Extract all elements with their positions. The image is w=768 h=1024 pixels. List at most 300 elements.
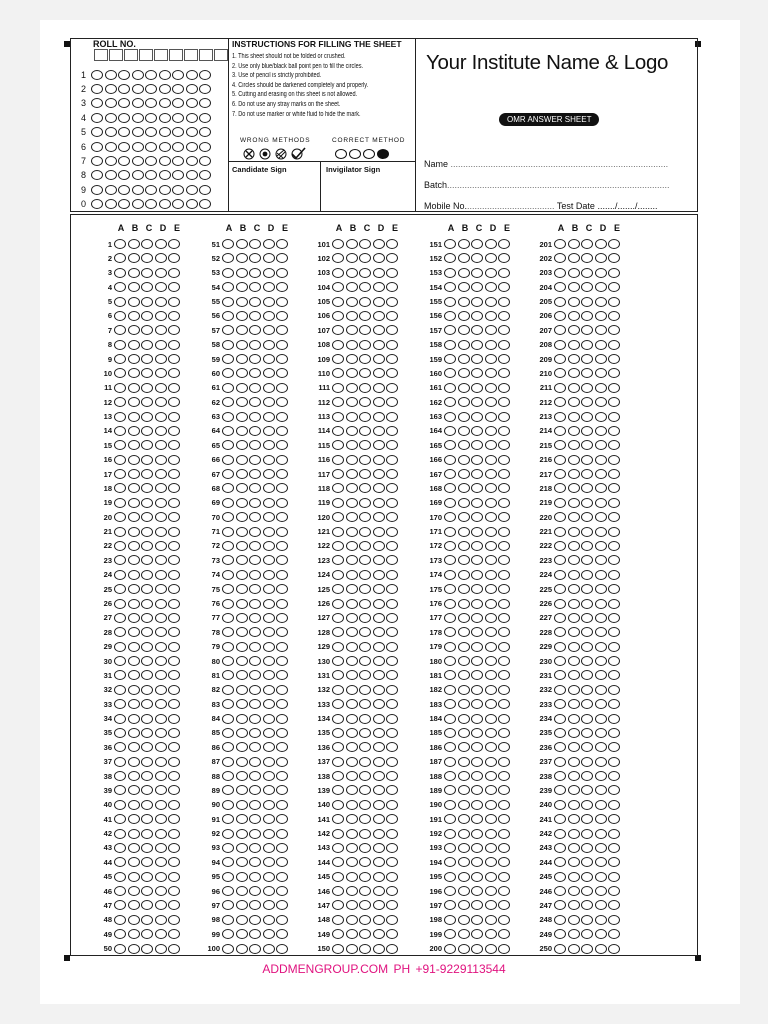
roll-bubble[interactable] bbox=[105, 156, 117, 166]
answer-bubble[interactable] bbox=[373, 584, 385, 594]
answer-bubble[interactable] bbox=[386, 642, 398, 652]
answer-bubble[interactable] bbox=[581, 555, 593, 565]
answer-bubble[interactable] bbox=[346, 498, 358, 508]
answer-bubble[interactable] bbox=[168, 944, 180, 954]
answer-bubble[interactable] bbox=[595, 541, 607, 551]
answer-bubble[interactable] bbox=[485, 311, 497, 321]
answer-bubble[interactable] bbox=[471, 268, 483, 278]
answer-bubble[interactable] bbox=[249, 498, 261, 508]
answer-bubble[interactable] bbox=[249, 857, 261, 867]
answer-bubble[interactable] bbox=[276, 311, 288, 321]
answer-bubble[interactable] bbox=[554, 670, 566, 680]
answer-bubble[interactable] bbox=[236, 843, 248, 853]
answer-bubble[interactable] bbox=[608, 642, 620, 652]
answer-bubble[interactable] bbox=[458, 627, 470, 637]
answer-bubble[interactable] bbox=[386, 297, 398, 307]
answer-bubble[interactable] bbox=[485, 253, 497, 263]
answer-bubble[interactable] bbox=[222, 311, 234, 321]
answer-bubble[interactable] bbox=[386, 872, 398, 882]
answer-bubble[interactable] bbox=[554, 383, 566, 393]
answer-bubble[interactable] bbox=[249, 627, 261, 637]
answer-bubble[interactable] bbox=[485, 929, 497, 939]
answer-bubble[interactable] bbox=[276, 555, 288, 565]
answer-bubble[interactable] bbox=[222, 541, 234, 551]
answer-bubble[interactable] bbox=[568, 728, 580, 738]
answer-bubble[interactable] bbox=[471, 656, 483, 666]
answer-bubble[interactable] bbox=[471, 757, 483, 767]
answer-bubble[interactable] bbox=[236, 642, 248, 652]
answer-bubble[interactable] bbox=[346, 584, 358, 594]
mobile-field[interactable] bbox=[424, 201, 657, 211]
answer-bubble[interactable] bbox=[581, 426, 593, 436]
answer-bubble[interactable] bbox=[263, 900, 275, 910]
answer-bubble[interactable] bbox=[373, 742, 385, 752]
answer-bubble[interactable] bbox=[595, 642, 607, 652]
answer-bubble[interactable] bbox=[581, 397, 593, 407]
answer-bubble[interactable] bbox=[359, 253, 371, 263]
answer-bubble[interactable] bbox=[128, 469, 140, 479]
answer-bubble[interactable] bbox=[498, 771, 510, 781]
answer-bubble[interactable] bbox=[114, 728, 126, 738]
answer-bubble[interactable] bbox=[373, 455, 385, 465]
answer-bubble[interactable] bbox=[346, 426, 358, 436]
answer-bubble[interactable] bbox=[332, 685, 344, 695]
answer-bubble[interactable] bbox=[346, 599, 358, 609]
answer-bubble[interactable] bbox=[554, 929, 566, 939]
answer-bubble[interactable] bbox=[595, 483, 607, 493]
answer-bubble[interactable] bbox=[608, 656, 620, 666]
roll-bubble[interactable] bbox=[118, 98, 130, 108]
answer-bubble[interactable] bbox=[568, 282, 580, 292]
answer-bubble[interactable] bbox=[608, 599, 620, 609]
roll-bubble[interactable] bbox=[159, 156, 171, 166]
answer-bubble[interactable] bbox=[444, 340, 456, 350]
answer-bubble[interactable] bbox=[581, 613, 593, 623]
answer-bubble[interactable] bbox=[168, 757, 180, 767]
answer-bubble[interactable] bbox=[608, 440, 620, 450]
answer-bubble[interactable] bbox=[498, 584, 510, 594]
answer-bubble[interactable] bbox=[168, 857, 180, 867]
answer-bubble[interactable] bbox=[359, 555, 371, 565]
answer-bubble[interactable] bbox=[568, 541, 580, 551]
answer-bubble[interactable] bbox=[263, 843, 275, 853]
answer-bubble[interactable] bbox=[498, 397, 510, 407]
answer-bubble[interactable] bbox=[386, 857, 398, 867]
answer-bubble[interactable] bbox=[581, 512, 593, 522]
answer-bubble[interactable] bbox=[554, 268, 566, 278]
answer-bubble[interactable] bbox=[114, 354, 126, 364]
answer-bubble[interactable] bbox=[581, 800, 593, 810]
answer-bubble[interactable] bbox=[471, 527, 483, 537]
answer-bubble[interactable] bbox=[595, 785, 607, 795]
answer-bubble[interactable] bbox=[386, 555, 398, 565]
answer-bubble[interactable] bbox=[568, 426, 580, 436]
answer-bubble[interactable] bbox=[236, 527, 248, 537]
answer-bubble[interactable] bbox=[471, 872, 483, 882]
answer-bubble[interactable] bbox=[236, 541, 248, 551]
answer-bubble[interactable] bbox=[263, 426, 275, 436]
answer-bubble[interactable] bbox=[222, 555, 234, 565]
answer-bubble[interactable] bbox=[141, 670, 153, 680]
answer-bubble[interactable] bbox=[608, 498, 620, 508]
answer-bubble[interactable] bbox=[346, 325, 358, 335]
answer-bubble[interactable] bbox=[128, 714, 140, 724]
answer-bubble[interactable] bbox=[263, 498, 275, 508]
answer-bubble[interactable] bbox=[581, 368, 593, 378]
answer-bubble[interactable] bbox=[554, 527, 566, 537]
roll-bubble[interactable] bbox=[145, 84, 157, 94]
roll-bubble[interactable] bbox=[105, 170, 117, 180]
answer-bubble[interactable] bbox=[554, 570, 566, 580]
answer-bubble[interactable] bbox=[222, 354, 234, 364]
answer-bubble[interactable] bbox=[155, 512, 167, 522]
answer-bubble[interactable] bbox=[581, 771, 593, 781]
answer-bubble[interactable] bbox=[608, 800, 620, 810]
answer-bubble[interactable] bbox=[444, 599, 456, 609]
answer-bubble[interactable] bbox=[332, 397, 344, 407]
answer-bubble[interactable] bbox=[554, 455, 566, 465]
answer-bubble[interactable] bbox=[249, 714, 261, 724]
answer-bubble[interactable] bbox=[568, 383, 580, 393]
answer-bubble[interactable] bbox=[332, 412, 344, 422]
answer-bubble[interactable] bbox=[168, 872, 180, 882]
answer-bubble[interactable] bbox=[458, 354, 470, 364]
answer-bubble[interactable] bbox=[359, 325, 371, 335]
name-field[interactable] bbox=[424, 159, 668, 169]
answer-bubble[interactable] bbox=[346, 929, 358, 939]
answer-bubble[interactable] bbox=[458, 670, 470, 680]
answer-bubble[interactable] bbox=[498, 527, 510, 537]
answer-bubble[interactable] bbox=[608, 340, 620, 350]
answer-bubble[interactable] bbox=[263, 555, 275, 565]
roll-bubble[interactable] bbox=[105, 113, 117, 123]
roll-bubble[interactable] bbox=[91, 70, 103, 80]
answer-bubble[interactable] bbox=[444, 412, 456, 422]
answer-bubble[interactable] bbox=[458, 728, 470, 738]
answer-bubble[interactable] bbox=[276, 670, 288, 680]
answer-bubble[interactable] bbox=[554, 426, 566, 436]
answer-bubble[interactable] bbox=[458, 613, 470, 623]
answer-bubble[interactable] bbox=[373, 297, 385, 307]
answer-bubble[interactable] bbox=[608, 253, 620, 263]
roll-bubble[interactable] bbox=[145, 98, 157, 108]
answer-bubble[interactable] bbox=[595, 397, 607, 407]
answer-bubble[interactable] bbox=[386, 354, 398, 364]
answer-bubble[interactable] bbox=[168, 440, 180, 450]
answer-bubble[interactable] bbox=[568, 469, 580, 479]
answer-bubble[interactable] bbox=[114, 872, 126, 882]
answer-bubble[interactable] bbox=[485, 900, 497, 910]
answer-bubble[interactable] bbox=[128, 944, 140, 954]
answer-bubble[interactable] bbox=[155, 656, 167, 666]
answer-bubble[interactable] bbox=[608, 613, 620, 623]
roll-bubble[interactable] bbox=[91, 156, 103, 166]
answer-bubble[interactable] bbox=[236, 771, 248, 781]
answer-bubble[interactable] bbox=[373, 685, 385, 695]
answer-bubble[interactable] bbox=[128, 742, 140, 752]
answer-bubble[interactable] bbox=[458, 297, 470, 307]
answer-bubble[interactable] bbox=[581, 900, 593, 910]
answer-bubble[interactable] bbox=[595, 757, 607, 767]
answer-bubble[interactable] bbox=[332, 627, 344, 637]
answer-bubble[interactable] bbox=[485, 757, 497, 767]
answer-bubble[interactable] bbox=[359, 498, 371, 508]
answer-bubble[interactable] bbox=[568, 785, 580, 795]
answer-bubble[interactable] bbox=[346, 397, 358, 407]
answer-bubble[interactable] bbox=[471, 900, 483, 910]
answer-bubble[interactable] bbox=[498, 642, 510, 652]
answer-bubble[interactable] bbox=[554, 900, 566, 910]
answer-bubble[interactable] bbox=[332, 613, 344, 623]
answer-bubble[interactable] bbox=[386, 771, 398, 781]
roll-bubble[interactable] bbox=[159, 142, 171, 152]
answer-bubble[interactable] bbox=[276, 239, 288, 249]
answer-bubble[interactable] bbox=[222, 469, 234, 479]
answer-bubble[interactable] bbox=[128, 239, 140, 249]
answer-bubble[interactable] bbox=[458, 599, 470, 609]
answer-bubble[interactable] bbox=[155, 426, 167, 436]
answer-bubble[interactable] bbox=[581, 527, 593, 537]
answer-bubble[interactable] bbox=[249, 599, 261, 609]
answer-bubble[interactable] bbox=[608, 872, 620, 882]
answer-bubble[interactable] bbox=[263, 512, 275, 522]
answer-bubble[interactable] bbox=[359, 512, 371, 522]
answer-bubble[interactable] bbox=[485, 527, 497, 537]
answer-bubble[interactable] bbox=[595, 282, 607, 292]
answer-bubble[interactable] bbox=[332, 742, 344, 752]
answer-bubble[interactable] bbox=[386, 311, 398, 321]
roll-bubble[interactable] bbox=[118, 84, 130, 94]
answer-bubble[interactable] bbox=[114, 800, 126, 810]
answer-bubble[interactable] bbox=[498, 829, 510, 839]
answer-bubble[interactable] bbox=[498, 627, 510, 637]
answer-bubble[interactable] bbox=[581, 584, 593, 594]
answer-bubble[interactable] bbox=[263, 857, 275, 867]
answer-bubble[interactable] bbox=[581, 656, 593, 666]
answer-bubble[interactable] bbox=[155, 483, 167, 493]
answer-bubble[interactable] bbox=[444, 512, 456, 522]
answer-bubble[interactable] bbox=[595, 354, 607, 364]
answer-bubble[interactable] bbox=[595, 627, 607, 637]
answer-bubble[interactable] bbox=[155, 325, 167, 335]
answer-bubble[interactable] bbox=[141, 944, 153, 954]
answer-bubble[interactable] bbox=[249, 282, 261, 292]
answer-bubble[interactable] bbox=[141, 527, 153, 537]
answer-bubble[interactable] bbox=[444, 929, 456, 939]
answer-bubble[interactable] bbox=[359, 627, 371, 637]
answer-bubble[interactable] bbox=[359, 340, 371, 350]
answer-bubble[interactable] bbox=[458, 685, 470, 695]
roll-digit-box[interactable] bbox=[214, 49, 228, 61]
answer-bubble[interactable] bbox=[263, 325, 275, 335]
answer-bubble[interactable] bbox=[386, 757, 398, 767]
answer-bubble[interactable] bbox=[155, 857, 167, 867]
answer-bubble[interactable] bbox=[332, 843, 344, 853]
answer-bubble[interactable] bbox=[471, 599, 483, 609]
roll-bubble[interactable] bbox=[186, 70, 198, 80]
answer-bubble[interactable] bbox=[155, 570, 167, 580]
answer-bubble[interactable] bbox=[249, 584, 261, 594]
answer-bubble[interactable] bbox=[141, 268, 153, 278]
answer-bubble[interactable] bbox=[568, 412, 580, 422]
answer-bubble[interactable] bbox=[458, 512, 470, 522]
answer-bubble[interactable] bbox=[444, 527, 456, 537]
answer-bubble[interactable] bbox=[608, 900, 620, 910]
answer-bubble[interactable] bbox=[608, 282, 620, 292]
answer-bubble[interactable] bbox=[249, 325, 261, 335]
answer-bubble[interactable] bbox=[263, 728, 275, 738]
answer-bubble[interactable] bbox=[346, 340, 358, 350]
answer-bubble[interactable] bbox=[471, 785, 483, 795]
answer-bubble[interactable] bbox=[568, 239, 580, 249]
answer-bubble[interactable] bbox=[114, 570, 126, 580]
answer-bubble[interactable] bbox=[568, 857, 580, 867]
answer-bubble[interactable] bbox=[471, 498, 483, 508]
answer-bubble[interactable] bbox=[276, 656, 288, 666]
answer-bubble[interactable] bbox=[141, 599, 153, 609]
answer-bubble[interactable] bbox=[568, 311, 580, 321]
answer-bubble[interactable] bbox=[332, 555, 344, 565]
answer-bubble[interactable] bbox=[471, 412, 483, 422]
roll-bubble[interactable] bbox=[172, 113, 184, 123]
answer-bubble[interactable] bbox=[249, 268, 261, 278]
answer-bubble[interactable] bbox=[249, 728, 261, 738]
answer-bubble[interactable] bbox=[471, 944, 483, 954]
answer-bubble[interactable] bbox=[581, 412, 593, 422]
answer-bubble[interactable] bbox=[568, 627, 580, 637]
answer-bubble[interactable] bbox=[498, 340, 510, 350]
answer-bubble[interactable] bbox=[373, 383, 385, 393]
answer-bubble[interactable] bbox=[222, 699, 234, 709]
answer-bubble[interactable] bbox=[222, 670, 234, 680]
answer-bubble[interactable] bbox=[581, 354, 593, 364]
answer-bubble[interactable] bbox=[263, 599, 275, 609]
answer-bubble[interactable] bbox=[359, 483, 371, 493]
answer-bubble[interactable] bbox=[222, 383, 234, 393]
answer-bubble[interactable] bbox=[471, 253, 483, 263]
answer-bubble[interactable] bbox=[114, 383, 126, 393]
roll-bubble[interactable] bbox=[199, 113, 211, 123]
answer-bubble[interactable] bbox=[581, 311, 593, 321]
answer-bubble[interactable] bbox=[485, 699, 497, 709]
answer-bubble[interactable] bbox=[498, 670, 510, 680]
roll-digit-box[interactable] bbox=[94, 49, 108, 61]
answer-bubble[interactable] bbox=[236, 584, 248, 594]
answer-bubble[interactable] bbox=[444, 814, 456, 824]
answer-bubble[interactable] bbox=[249, 527, 261, 537]
roll-bubble[interactable] bbox=[172, 199, 184, 209]
answer-bubble[interactable] bbox=[608, 670, 620, 680]
answer-bubble[interactable] bbox=[581, 642, 593, 652]
answer-bubble[interactable] bbox=[554, 699, 566, 709]
answer-bubble[interactable] bbox=[458, 886, 470, 896]
answer-bubble[interactable] bbox=[236, 814, 248, 824]
answer-bubble[interactable] bbox=[568, 570, 580, 580]
answer-bubble[interactable] bbox=[249, 469, 261, 479]
answer-bubble[interactable] bbox=[263, 368, 275, 378]
answer-bubble[interactable] bbox=[141, 757, 153, 767]
answer-bubble[interactable] bbox=[236, 483, 248, 493]
answer-bubble[interactable] bbox=[386, 483, 398, 493]
answer-bubble[interactable] bbox=[485, 412, 497, 422]
answer-bubble[interactable] bbox=[222, 814, 234, 824]
answer-bubble[interactable] bbox=[222, 627, 234, 637]
roll-bubble[interactable] bbox=[105, 98, 117, 108]
answer-bubble[interactable] bbox=[608, 383, 620, 393]
answer-bubble[interactable] bbox=[359, 800, 371, 810]
answer-bubble[interactable] bbox=[141, 728, 153, 738]
answer-bubble[interactable] bbox=[373, 239, 385, 249]
answer-bubble[interactable] bbox=[386, 570, 398, 580]
answer-bubble[interactable] bbox=[236, 555, 248, 565]
answer-bubble[interactable] bbox=[608, 483, 620, 493]
answer-bubble[interactable] bbox=[373, 412, 385, 422]
answer-bubble[interactable] bbox=[595, 900, 607, 910]
answer-bubble[interactable] bbox=[386, 685, 398, 695]
answer-bubble[interactable] bbox=[276, 857, 288, 867]
answer-bubble[interactable] bbox=[386, 785, 398, 795]
answer-bubble[interactable] bbox=[346, 800, 358, 810]
answer-bubble[interactable] bbox=[498, 311, 510, 321]
answer-bubble[interactable] bbox=[498, 728, 510, 738]
answer-bubble[interactable] bbox=[168, 843, 180, 853]
answer-bubble[interactable] bbox=[263, 742, 275, 752]
answer-bubble[interactable] bbox=[263, 714, 275, 724]
answer-bubble[interactable] bbox=[359, 872, 371, 882]
roll-bubble[interactable] bbox=[145, 170, 157, 180]
answer-bubble[interactable] bbox=[346, 642, 358, 652]
answer-bubble[interactable] bbox=[386, 512, 398, 522]
answer-bubble[interactable] bbox=[359, 570, 371, 580]
answer-bubble[interactable] bbox=[458, 498, 470, 508]
answer-bubble[interactable] bbox=[373, 426, 385, 436]
answer-bubble[interactable] bbox=[444, 440, 456, 450]
answer-bubble[interactable] bbox=[568, 613, 580, 623]
answer-bubble[interactable] bbox=[608, 627, 620, 637]
answer-bubble[interactable] bbox=[386, 253, 398, 263]
answer-bubble[interactable] bbox=[498, 455, 510, 465]
answer-bubble[interactable] bbox=[498, 512, 510, 522]
answer-bubble[interactable] bbox=[155, 728, 167, 738]
answer-bubble[interactable] bbox=[359, 541, 371, 551]
answer-bubble[interactable] bbox=[128, 570, 140, 580]
answer-bubble[interactable] bbox=[554, 440, 566, 450]
answer-bubble[interactable] bbox=[249, 368, 261, 378]
answer-bubble[interactable] bbox=[458, 814, 470, 824]
answer-bubble[interactable] bbox=[458, 325, 470, 335]
answer-bubble[interactable] bbox=[141, 412, 153, 422]
answer-bubble[interactable] bbox=[332, 455, 344, 465]
answer-bubble[interactable] bbox=[554, 412, 566, 422]
answer-bubble[interactable] bbox=[498, 886, 510, 896]
answer-bubble[interactable] bbox=[373, 555, 385, 565]
roll-bubble[interactable] bbox=[132, 127, 144, 137]
answer-bubble[interactable] bbox=[155, 397, 167, 407]
answer-bubble[interactable] bbox=[444, 268, 456, 278]
answer-bubble[interactable] bbox=[373, 757, 385, 767]
answer-bubble[interactable] bbox=[263, 656, 275, 666]
answer-bubble[interactable] bbox=[359, 239, 371, 249]
answer-bubble[interactable] bbox=[554, 512, 566, 522]
answer-bubble[interactable] bbox=[276, 771, 288, 781]
answer-bubble[interactable] bbox=[236, 440, 248, 450]
roll-bubble[interactable] bbox=[132, 170, 144, 180]
answer-bubble[interactable] bbox=[114, 412, 126, 422]
answer-bubble[interactable] bbox=[595, 714, 607, 724]
answer-bubble[interactable] bbox=[141, 742, 153, 752]
answer-bubble[interactable] bbox=[222, 239, 234, 249]
answer-bubble[interactable] bbox=[346, 670, 358, 680]
